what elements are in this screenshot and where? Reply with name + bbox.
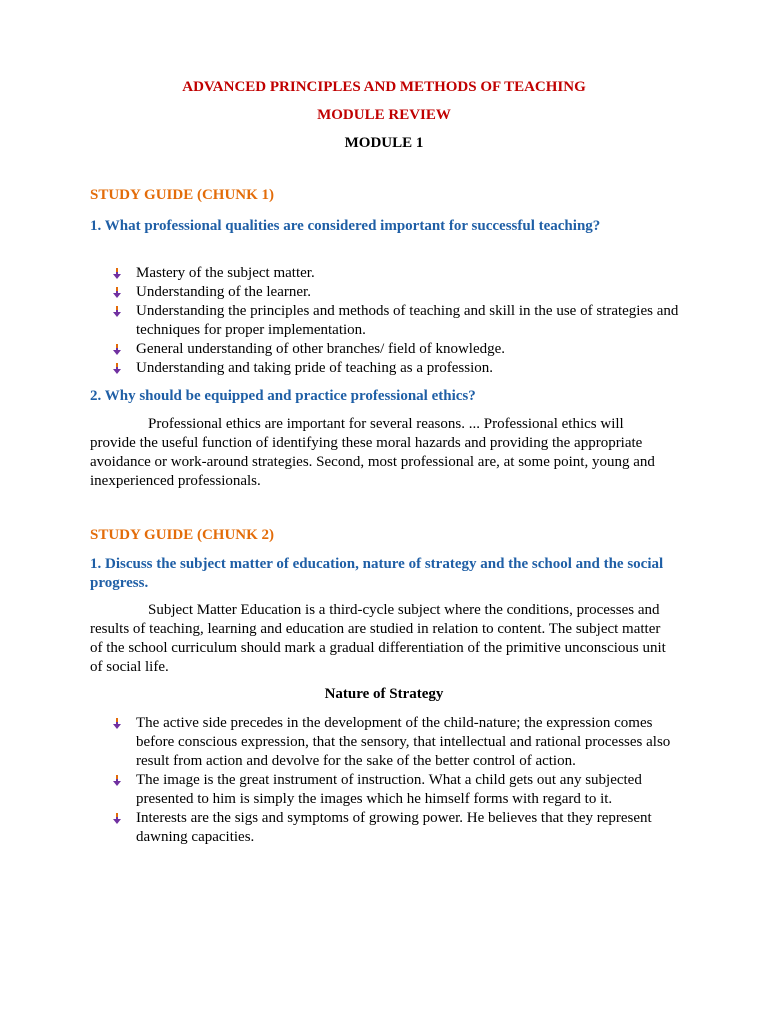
bullet-text: Interests are the sigs and symptoms of growing power. He believes that they represent dawning capacities. (136, 810, 652, 845)
arrow-bullet-icon (112, 813, 122, 824)
chunk2-question-1-answer: Subject Matter Education is a third-cycle subject where the conditions, processes and results of teaching, learning and education are studied in relation to content. The subject matter of the school curriculum should mark a gradual differentiation of the primitive unconscious unit of social life. (90, 602, 666, 675)
list-item (112, 714, 682, 771)
list-item (112, 340, 682, 359)
chunk1-question-2-answer: Professional ethics are important for several reasons. ... Professional ethics will provide the useful function of identifying these moral hazards and providing the appropriate avoidance or work-around strategies. Second, most professional are, at some point, young and inexperienced professionals. (90, 416, 655, 489)
list-item (112, 359, 682, 378)
arrow-bullet-icon (112, 344, 122, 355)
arrow-bullet-icon (112, 268, 122, 279)
list-item (112, 809, 682, 847)
arrow-bullet-icon (112, 775, 122, 786)
list-item (112, 771, 682, 809)
nature-of-strategy-list (112, 714, 682, 847)
bullet-text: Understanding and taking pride of teaching as a profession. (136, 360, 493, 376)
arrow-bullet-icon (112, 718, 122, 729)
chunk1-question-1: 1. What professional qualities are considered important for successful teaching? (90, 218, 601, 234)
bullet-text: Understanding the principles and methods of teaching and skill in the use of strategies and techniques for proper implementation. (136, 303, 679, 338)
bullet-text: Mastery of the subject matter. (136, 265, 315, 281)
bullet-text: General understanding of other branches/ field of knowledge. (136, 341, 506, 357)
arrow-bullet-icon (112, 363, 122, 374)
arrow-bullet-icon (112, 306, 122, 317)
bullet-text: Understanding of the learner. (136, 284, 311, 300)
chunk1-heading: STUDY GUIDE (CHUNK 1) (90, 187, 275, 203)
chunk2-heading: STUDY GUIDE (CHUNK 2) (90, 527, 275, 543)
bullet-text: The active side precedes in the development of the child-nature; the expression comes before conscious expression, that the sensory, that intellectual and rational processes also result from action and devolve for the sake of the better control of action. (136, 715, 671, 769)
document-subtitle: MODULE REVIEW (317, 107, 451, 123)
chunk1-question-2: 2. Why should be equipped and practice professional ethics? (90, 388, 476, 404)
list-item (112, 302, 682, 340)
nature-of-strategy-heading: Nature of Strategy (324, 686, 444, 702)
list-item (112, 264, 682, 283)
bullet-text: The image is the great instrument of instruction. What a child gets out any subjected presented to him is simply the images which he himself forms with regard to it. (136, 772, 642, 807)
arrow-bullet-icon (112, 287, 122, 298)
chunk2-question-1: 1. Discuss the subject matter of education, nature of strategy and the school and the social progress. (90, 556, 664, 591)
chunk1-question-1-answer-list (112, 264, 682, 378)
document-title: ADVANCED PRINCIPLES AND METHODS OF TEACHING (182, 79, 586, 95)
module-heading: MODULE 1 (344, 135, 424, 151)
list-item (112, 283, 682, 302)
